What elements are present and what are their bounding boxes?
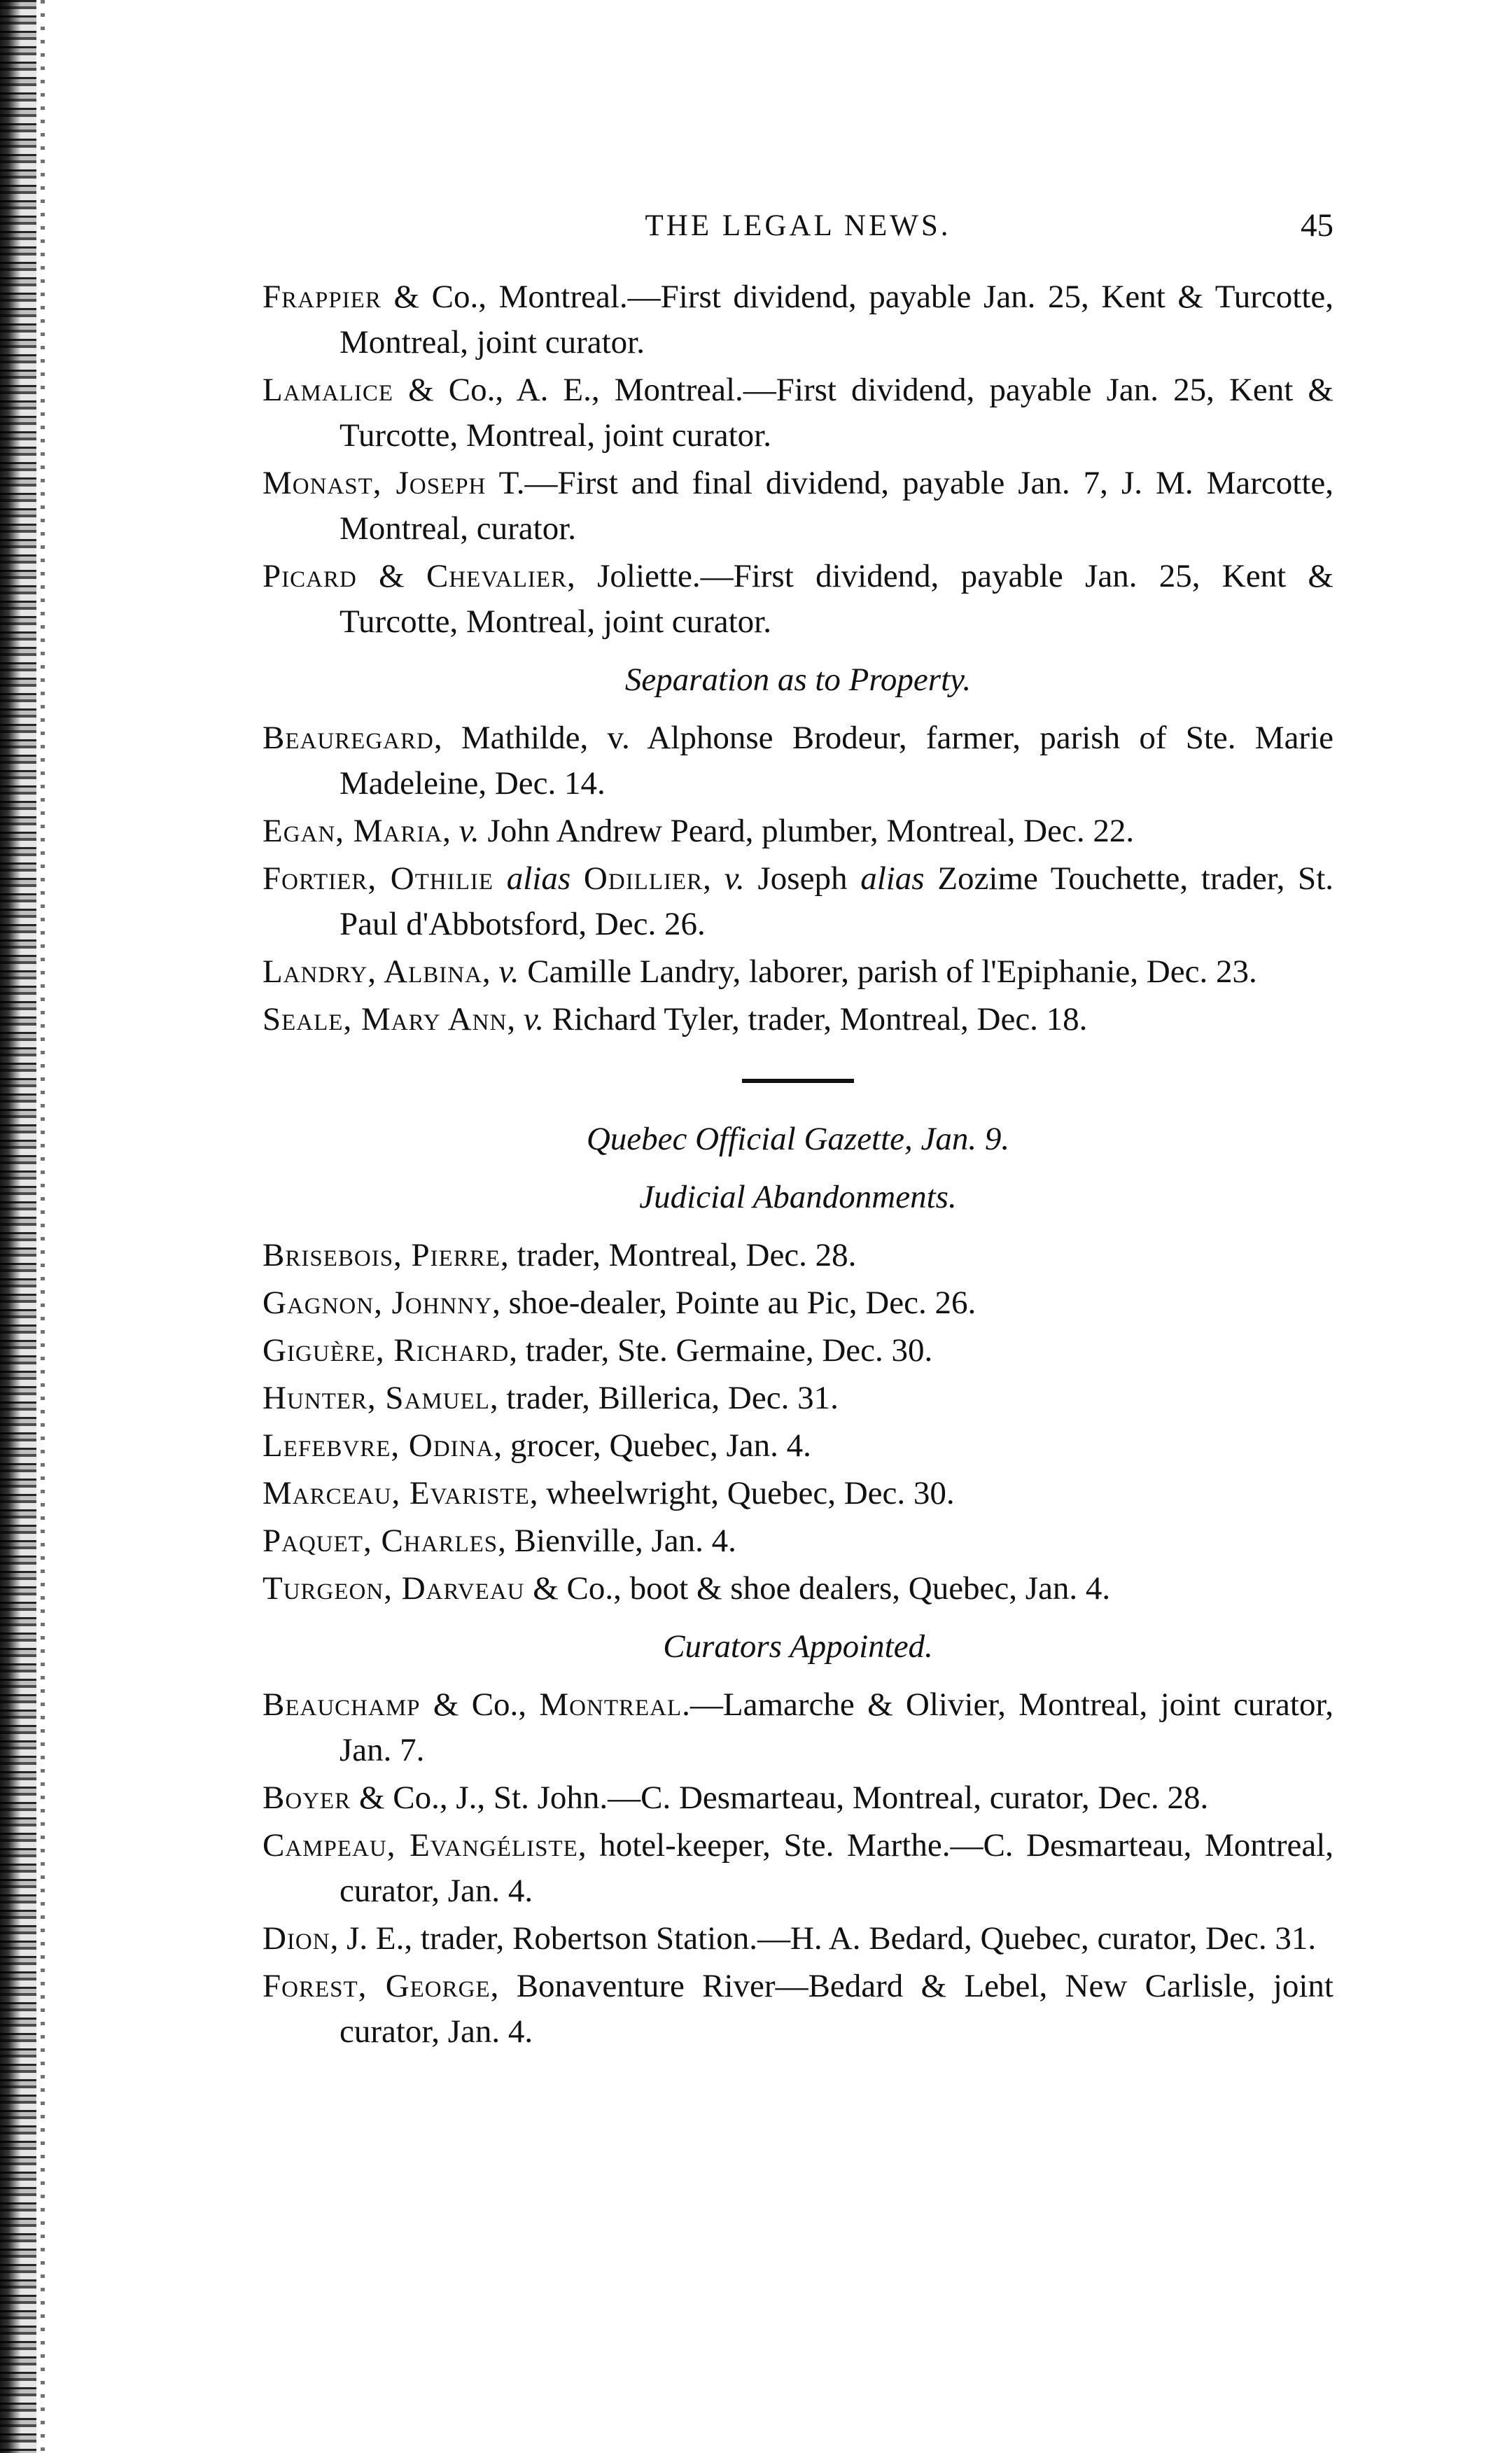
entry-name: Lefebvre, Odina (262, 1427, 494, 1464)
entry-name: Giguère, Richard (262, 1332, 510, 1369)
running-head: THE LEGAL NEWS. (645, 209, 951, 242)
entry-text: Camille Landry, laborer, parish of l'Epiphanie, Dec. 23. (519, 953, 1257, 990)
entry-name: Egan, Maria (262, 813, 443, 849)
entry-fortier: Fortier, Othilie alias Odillier, v. Joseph alias Zozime Touchette, trader, St. Paul d'Abbotsford, Dec. 26. (262, 860, 1334, 942)
entry-name: Fortier, Othilie (262, 860, 494, 897)
gazette-title: Quebec Official Gazette, Jan. 9. (586, 1121, 1010, 1157)
versus: v. (458, 813, 479, 849)
entry-name: Picard (262, 558, 357, 594)
entry-text: & Co., Montreal.—First dividend, payable Jan. 25, Kent & Turcotte, Montreal, joint curator. (340, 279, 1334, 361)
entry-hunter (262, 1376, 1334, 1421)
entry-text: & Co., boot & shoe dealers, Quebec, Jan. 4. (524, 1570, 1111, 1607)
entry-egan: Egan, Maria, v. John Andrew Peard, plumber, Montreal, Dec. 22. (262, 813, 1135, 849)
entry-text: , shoe-dealer, Pointe au Pic, Dec. 26. (492, 1285, 976, 1321)
entry-text: , grocer, Quebec, Jan. 4. (493, 1427, 811, 1464)
entry-text: , trader, Ste. Germaine, Dec. 30. (509, 1332, 933, 1369)
entry-name: Frappier (262, 279, 382, 315)
entry-name: Beauregard (262, 720, 434, 756)
entry-text: John Andrew Peard, plumber, Montreal, Dec. 22. (479, 813, 1135, 849)
entry-gagnon (262, 1280, 1334, 1326)
entry-name-second: Chevalier (426, 558, 568, 594)
entry-lefebvre (262, 1423, 1334, 1469)
entry-text: T.—First and final dividend, payable Jan. 7, J. M. Marcotte, Montreal, curator. (340, 465, 1334, 547)
entry-giguere (262, 1328, 1334, 1374)
entry-text: , wheelwright, Quebec, Dec. 30. (529, 1475, 955, 1511)
entry-text: .—Lamarche & Olivier, Montreal, joint curator, Jan. 7. (340, 1686, 1334, 1768)
entry-name-second: Odillier (583, 860, 704, 897)
entry-text: Joseph (744, 860, 861, 897)
entry-text: , hotel-keeper, Ste. Marthe.—C. Desmarteau, Montreal, curator, Jan. 4. (340, 1827, 1334, 1909)
entry-name: Boyer (262, 1780, 351, 1816)
section-heading-separation: Separation as to Property. (624, 662, 972, 698)
entry-name: Campeau, Evangéliste (262, 1827, 578, 1864)
alias-word: alias (506, 860, 571, 897)
entry-landry: Landry, Albina, v. Camille Landry, laborer, parish of l'Epiphanie, Dec. 23. (262, 953, 1257, 990)
entry-text: , trader, Montreal, Dec. 28. (500, 1237, 857, 1273)
section-heading-abandonments: Judicial Abandonments. (639, 1179, 957, 1215)
entry-seale: Seale, Mary Ann, v. Richard Tyler, trader, Montreal, Dec. 18. (262, 1001, 1088, 1037)
entry-name-second: Montreal (539, 1686, 682, 1723)
entry-campeau (262, 1823, 1334, 1914)
document-page (262, 203, 1334, 2057)
page-binding-edge (0, 0, 36, 2453)
entry-beauchamp (262, 1682, 1334, 1773)
entry-boyer (262, 1775, 1334, 1821)
entry-text: , trader, Billerica, Dec. 31. (489, 1380, 839, 1416)
entry-text: & (356, 558, 426, 594)
entry-text: Richard Tyler, trader, Montreal, Dec. 18. (543, 1001, 1088, 1037)
page-header (262, 203, 1334, 266)
entry-text: , Mathilde, v. Alphonse Brodeur, farmer, parish of Ste. Marie Madeleine, Dec. 14. (340, 720, 1334, 802)
entry-text: Zozime Touchette, trader, St. Paul d'Abbotsford, Dec. 26. (340, 860, 1334, 942)
versus: v. (498, 953, 519, 990)
entry-beauregard (262, 715, 1334, 806)
entry-name: Forest, George (262, 1968, 491, 2004)
binding-stitch-marks (41, 0, 45, 2453)
versus: v. (724, 860, 745, 897)
entry-dion (262, 1916, 1334, 1962)
entry-monast (262, 461, 1334, 552)
entry-text: , Bienville, Jan. 4. (498, 1523, 736, 1559)
entry-text: , Joliette.—First dividend, payable Jan. 25, Kent & Turcotte, Montreal, joint curator. (340, 558, 1334, 640)
entry-name: Brisebois, Pierre (262, 1237, 501, 1273)
entry-turgeon (262, 1566, 1334, 1612)
section-divider-rule (742, 1079, 854, 1083)
entry-name: Hunter, Samuel (262, 1380, 490, 1416)
entry-name: Beauchamp (262, 1686, 421, 1723)
entry-name: Landry, Albina (262, 953, 482, 990)
entry-name: Turgeon, Darveau (262, 1570, 525, 1607)
entry-brisebois (262, 1233, 1334, 1278)
entry-text: & Co., (420, 1686, 540, 1723)
entry-text: , J. E., trader, Robertson Station.—H. A. Bedard, Quebec, curator, Dec. 31. (330, 1920, 1317, 1957)
entry-picard (262, 554, 1334, 645)
entry-name: Dion (262, 1920, 330, 1957)
entry-paquet (262, 1518, 1334, 1564)
entry-text: & Co., J., St. John.—C. Desmarteau, Montreal, curator, Dec. 28. (351, 1780, 1209, 1816)
entry-lamalice (262, 368, 1334, 459)
entry-name: Paquet, Charles (262, 1523, 498, 1559)
entry-marceau (262, 1471, 1334, 1516)
entry-text: , Bonaventure River—Bedard & Lebel, New Carlisle, joint curator, Jan. 4. (340, 1968, 1334, 2050)
entry-name: Marceau, Evariste (262, 1475, 530, 1511)
entry-name: Seale, Mary Ann (262, 1001, 507, 1037)
entry-forest (262, 1964, 1334, 2055)
entry-text: & Co., A. E., Montreal.—First dividend, payable Jan. 25, Kent & Turcotte, Montreal, joint curator. (340, 372, 1334, 454)
entry-frappier (262, 274, 1334, 365)
entry-name: Gagnon, Johnny (262, 1285, 493, 1321)
section-heading-curators: Curators Appointed. (663, 1628, 933, 1665)
page-number: 45 (1301, 207, 1334, 244)
versus: v. (523, 1001, 544, 1037)
entry-name: Lamalice (262, 372, 394, 408)
alias-word: alias (860, 860, 925, 897)
entry-name: Monast, Joseph (262, 465, 486, 501)
